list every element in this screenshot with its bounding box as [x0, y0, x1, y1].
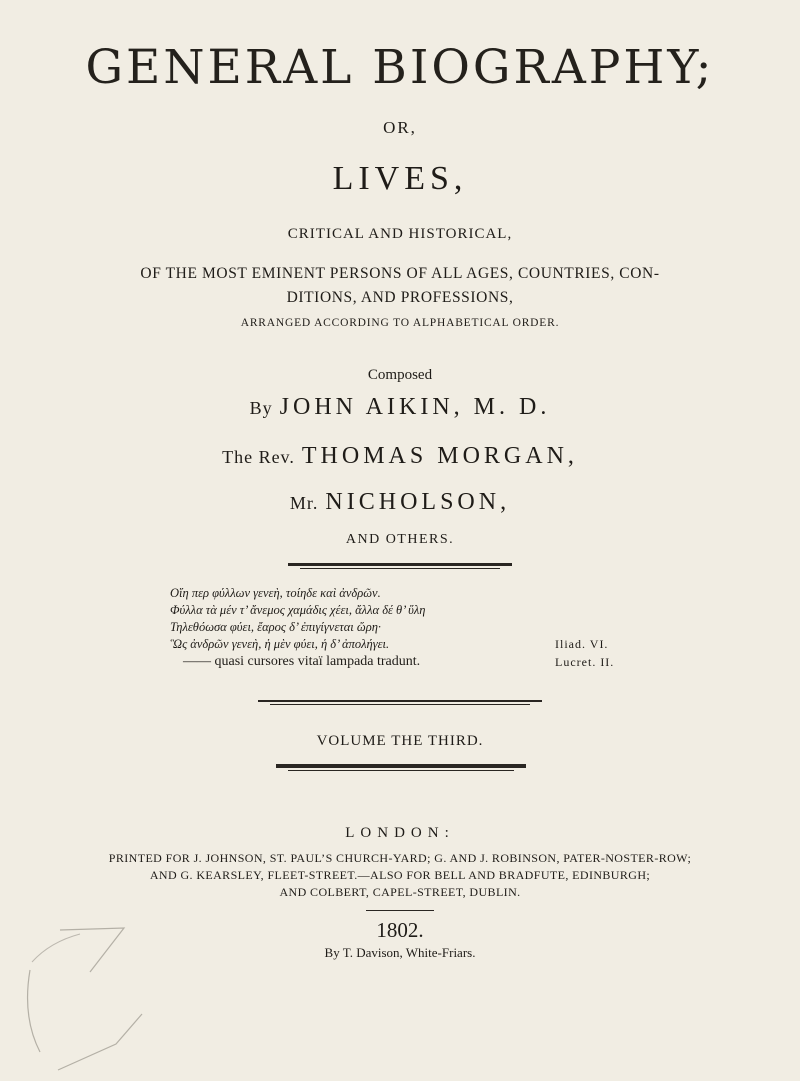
divider-rule — [300, 568, 500, 569]
subtitle — [0, 262, 800, 310]
author-prefix: Mr. — [289, 493, 319, 513]
subtitle-line-2: DITIONS, AND PROFESSIONS, — [286, 289, 514, 306]
imprint-line-1: PRINTED FOR J. JOHNSON, ST. PAUL’S CHURCH-YARD; G. AND J. ROBINSON, PATER-NOSTER-ROW; — [108, 851, 692, 865]
latin-citation: Lucret. II. — [555, 655, 615, 669]
greek-quote-line-1: Οἵη περ φύλλων γενεὴ, τοίηδε καὶ ἀνδρῶν. — [170, 586, 381, 600]
divider-rule — [366, 910, 434, 911]
author-prefix: The Rev. — [222, 447, 295, 467]
critical-line: CRITICAL AND HISTORICAL, — [287, 226, 513, 242]
author-prefix: By — [249, 398, 273, 418]
imprint-line-3: AND COLBERT, CAPEL-STREET, DUBLIN. — [279, 885, 521, 899]
greek-quote-line-2: Φύλλα τὰ μέν τ’ ἄνεμος χαμάδις χέει, ἄλλα δέ θ’ ὕλη — [170, 603, 426, 617]
divider-rule — [258, 700, 542, 702]
author-nicholson — [0, 489, 800, 516]
author-name: NICHOLSON, — [325, 489, 511, 515]
author-morgan — [0, 443, 800, 470]
book-title: GENERAL BIOGRAPHY; — [85, 40, 715, 95]
divider-rule — [276, 764, 526, 768]
publication-year: 1802. — [376, 918, 424, 942]
volume-label: VOLUME THE THIRD. — [316, 733, 484, 749]
composed-label: Composed — [367, 367, 433, 383]
greek-citation: Iliad. VI. — [555, 637, 609, 651]
or-line: OR, — [383, 118, 417, 137]
latin-quote: —— quasi cursores vitaï lampada tradunt. — [183, 654, 421, 669]
greek-quote-line-3: Τηλεθόωσα φύει, ἔαρος δ’ ἐπιγίγνεται ὥρη· — [170, 620, 382, 634]
printer-line: By T. Davison, White-Friars. — [324, 945, 476, 960]
divider-rule — [270, 704, 530, 705]
author-aikin — [0, 394, 800, 421]
lives-heading: LIVES, — [332, 160, 468, 197]
library-stamp-icon — [20, 922, 150, 1072]
imprint-publishers — [0, 850, 800, 901]
others-line: AND OTHERS. — [345, 532, 455, 547]
imprint-line-2: AND G. KEARSLEY, FLEET-STREET.—ALSO FOR BELL AND BRADFUTE, EDINBURGH; — [149, 868, 651, 882]
arrangement-note: ARRANGED ACCORDING TO ALPHABETICAL ORDER. — [240, 317, 560, 329]
author-name: THOMAS MORGAN, — [301, 443, 578, 469]
subtitle-line-1: OF THE MOST EMINENT PERSONS OF ALL AGES, COUNTRIES, CON- — [140, 265, 660, 282]
imprint-city: LONDON: — [345, 825, 455, 841]
divider-rule — [288, 563, 512, 566]
greek-quote-line-4: Ὣς ἀνδρῶν γενεὴ, ἡ μὲν φύει, ἡ δ’ ἀπολήγει. — [170, 637, 390, 651]
divider-rule — [288, 770, 514, 771]
author-name: JOHN AIKIN, M. D. — [279, 394, 551, 420]
